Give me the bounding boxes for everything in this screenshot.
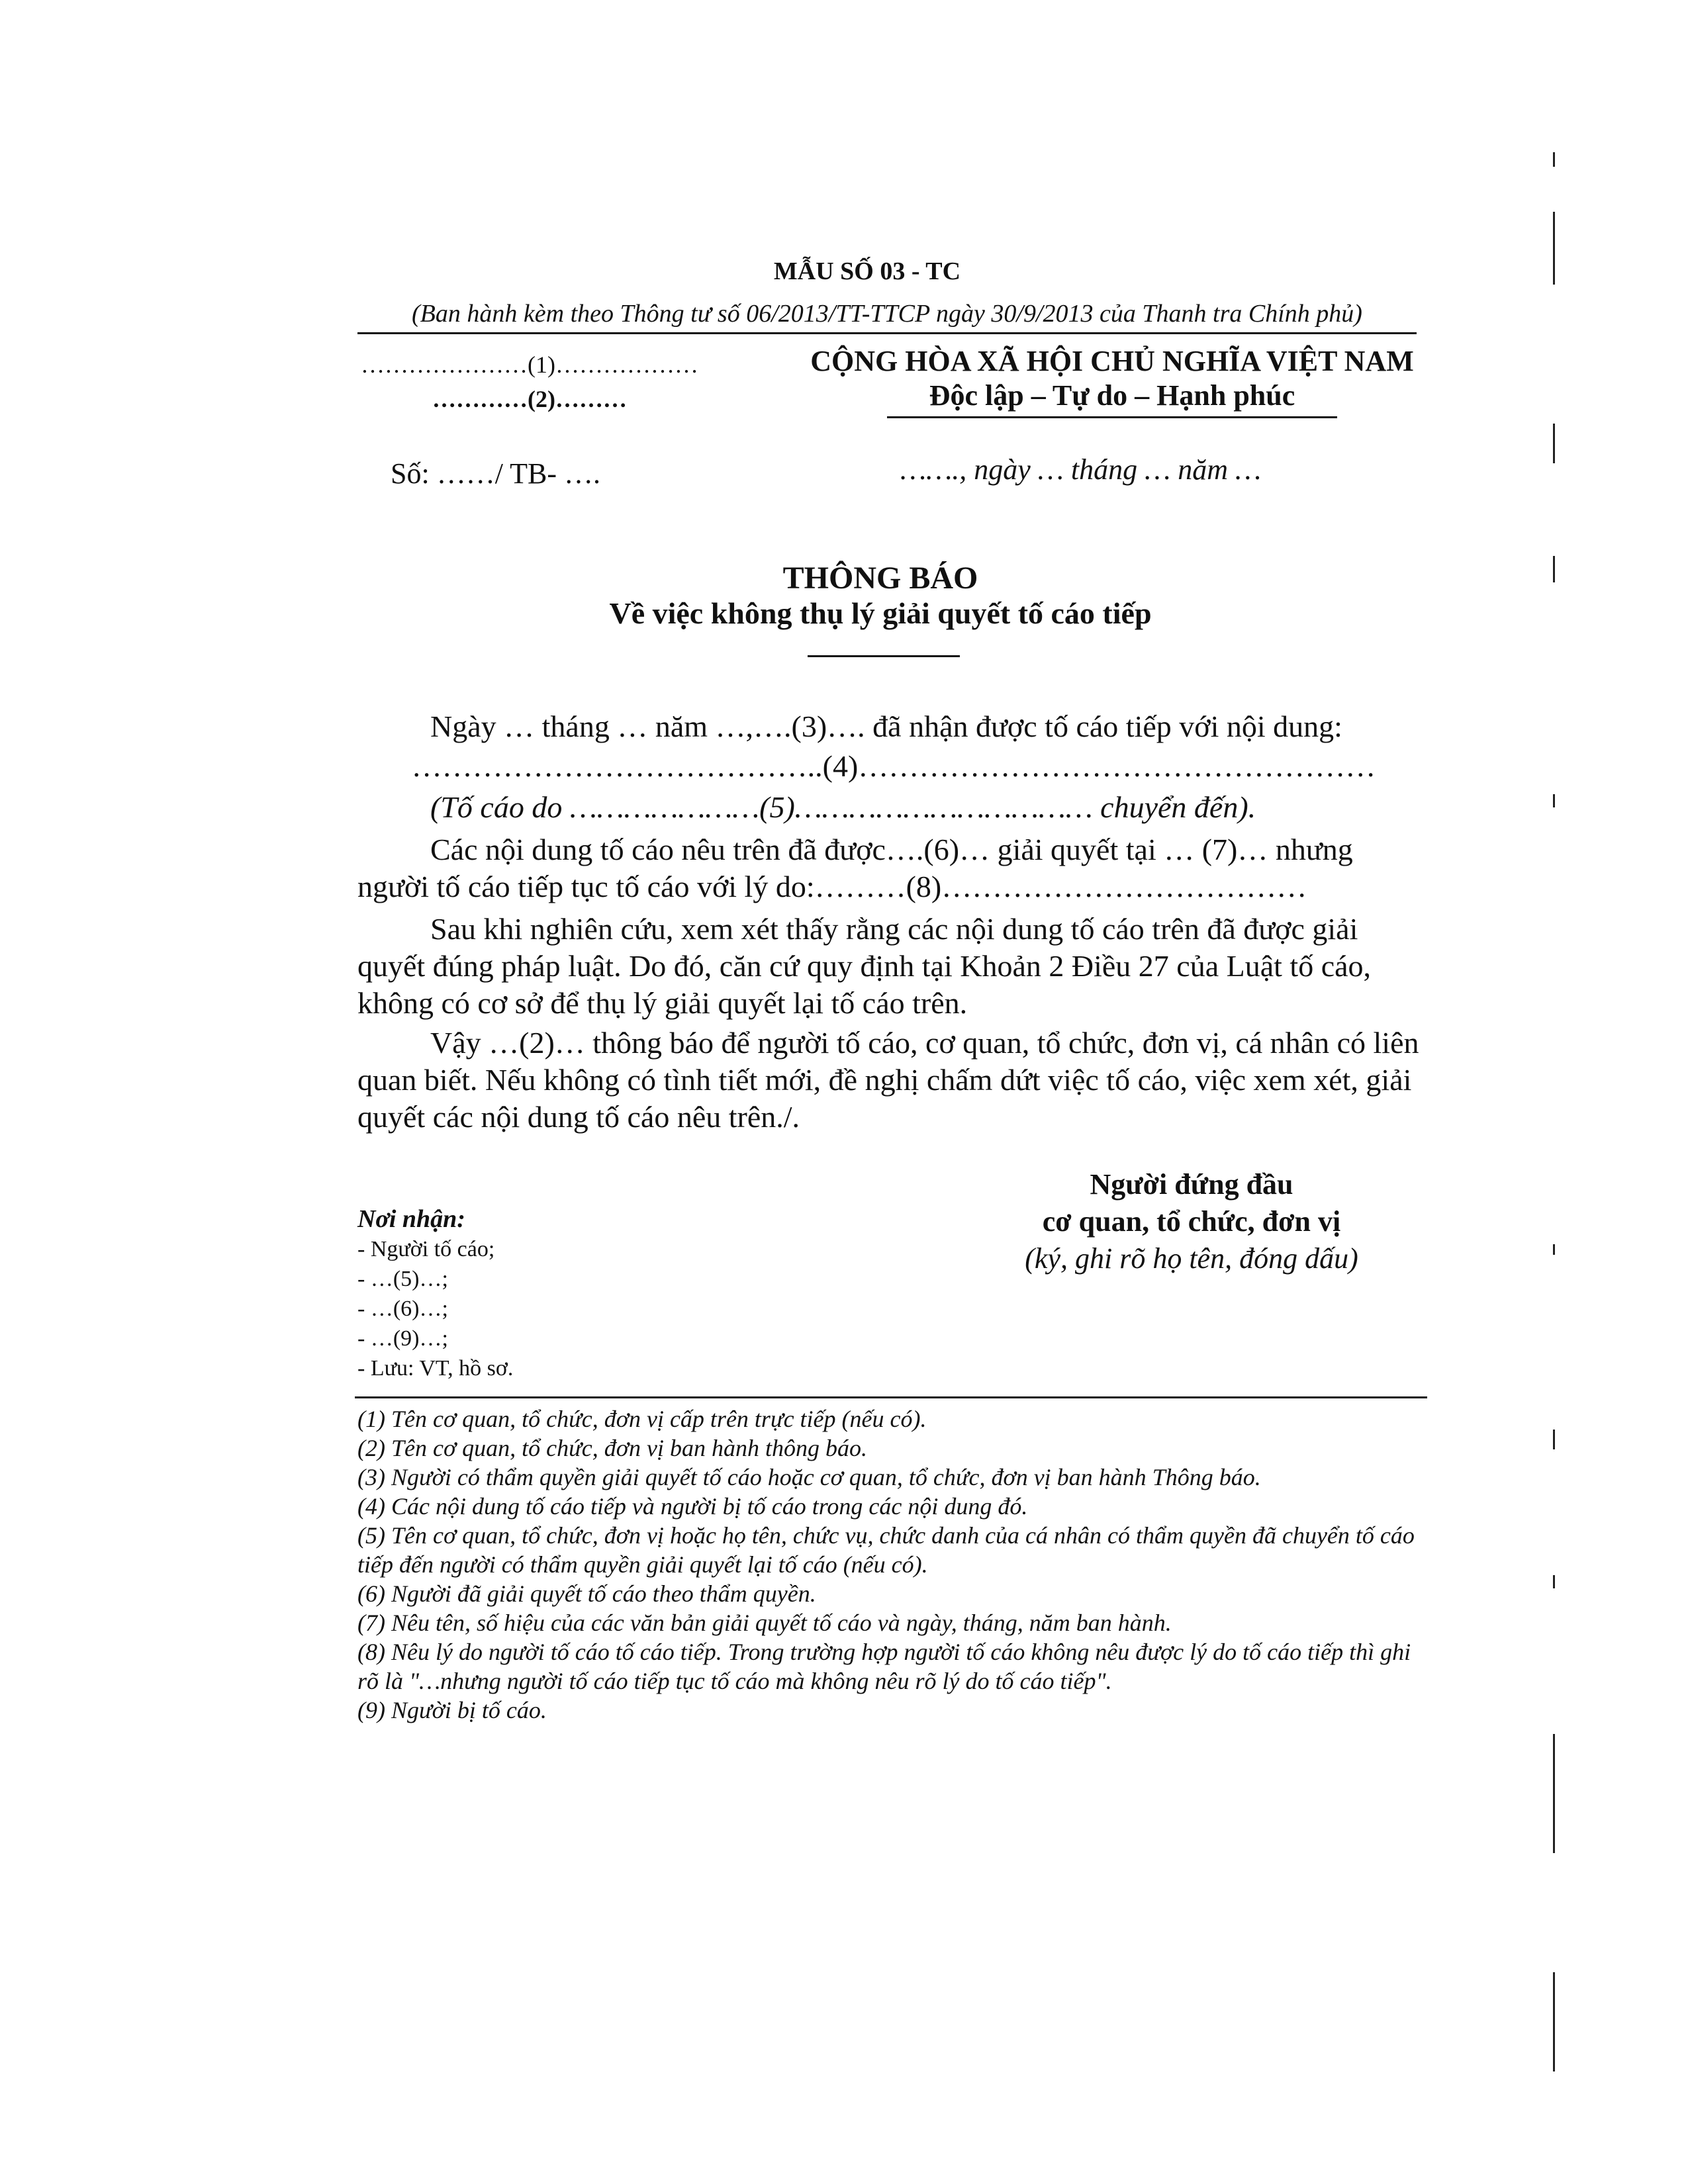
document-subtitle: Về việc không thụ lý giải quyết tố cáo tiếp <box>609 596 1152 630</box>
recipient-item: - …(9)…; <box>357 1326 448 1351</box>
signer-title-line1: Người đứng đầu <box>1090 1168 1293 1201</box>
recipient-item: - …(6)…; <box>357 1297 448 1321</box>
scan-edge-mark <box>1553 1972 1555 2071</box>
footnote: (5) Tên cơ quan, tổ chức, đơn vị hoặc họ tên, chức vụ, chức danh của cá nhân có thẩm quyền đã chuyển tố cáo tiếp đến người có thẩm quyền giải quyết lại tố cáo (nếu có). <box>357 1522 1415 1578</box>
superior-agency-placeholder: …………………(1)……………… <box>361 351 698 378</box>
body-paragraph-3: (Tố cáo do …………………(5)…………………………… chuyển đến). <box>430 790 1256 824</box>
signer-note: (ký, ghi rõ họ tên, đóng dấu) <box>1025 1242 1358 1275</box>
footnote: (1) Tên cơ quan, tổ chức, đơn vị cấp trên trực tiếp (nếu có). <box>357 1406 927 1432</box>
scan-edge-mark <box>1553 212 1555 285</box>
footnote: (6) Người đã giải quyết tố cáo theo thẩm quyền. <box>357 1580 816 1607</box>
issuing-agency-placeholder: …………(2)……… <box>432 386 627 412</box>
body-paragraph-6: Vậy …(2)… thông báo để người tố cáo, cơ quan, tổ chức, đơn vị, cá nhân có liên quan biết. Nếu không có tình tiết mới, đề nghị chấm dứt việc tố cáo, việc xem xét, giải quyết các nội dung tố cáo nêu trên./. <box>357 1026 1419 1134</box>
scan-edge-mark <box>1553 424 1555 463</box>
scan-edge-mark <box>1553 1244 1555 1255</box>
body-paragraph-4: Các nội dung tố cáo nêu trên đã được….(6)… giải quyết tại … (7)… nhưng người tố cáo tiếp tục tố cáo với lý do:………(8)……………………………… <box>357 833 1353 903</box>
recipient-item: - Lưu: VT, hồ sơ. <box>357 1356 514 1381</box>
date-place: ……., ngày … tháng … năm … <box>900 453 1262 486</box>
national-title: CỘNG HÒA XÃ HỘI CHỦ NGHĨA VIỆT NAM <box>810 345 1414 377</box>
scan-edge-mark <box>1553 1734 1555 1853</box>
form-code: MẪU SỐ 03 - TC <box>773 257 961 285</box>
signer-title-line2: cơ quan, tổ chức, đơn vị <box>1042 1205 1341 1238</box>
footnote: (9) Người bị tố cáo. <box>357 1697 547 1723</box>
footnote: (8) Nêu lý do người tố cáo tố cáo tiếp. Trong trường hợp người tố cáo không nêu được lý do tố cáo tiếp thì ghi rõ là "…nhưng người tố cáo tiếp tục tố cáo mà không nêu rõ lý do tố cáo tiếp". <box>357 1639 1411 1694</box>
scan-edge-mark <box>1553 556 1555 582</box>
issued-with-note: (Ban hành kèm theo Thông tư số 06/2013/TT-TTCP ngày 30/9/2013 của Thanh tra Chính phủ) <box>357 299 1417 334</box>
national-motto: Độc lập – Tự do – Hạnh phúc <box>887 379 1337 418</box>
footnote: (7) Nêu tên, số hiệu của các văn bản giải quyết tố cáo và ngày, tháng, năm ban hành. <box>357 1610 1172 1636</box>
recipients-label: Nơi nhận: <box>357 1205 465 1233</box>
footnote: (4) Các nội dung tố cáo tiếp và người bị tố cáo trong các nội dung đó. <box>357 1493 1028 1520</box>
body-paragraph-5: Sau khi nghiên cứu, xem xét thấy rằng các nội dung tố cáo trên đã được giải quyết đúng pháp luật. Do đó, căn cứ quy định tại Khoản 2 Điều 27 của Luật tố cáo, không có cơ sở để thụ lý giải quyết lại tố cáo trên. <box>357 912 1372 1020</box>
scan-edge-mark <box>1553 152 1555 167</box>
body-paragraph-2: …………………………………..(4)…………………………………………… <box>411 749 1376 783</box>
scan-edge-mark <box>1553 1430 1555 1449</box>
signature-block <box>900 1166 1483 1277</box>
recipient-item: - Người tố cáo; <box>357 1237 495 1261</box>
footnote-divider <box>355 1396 1427 1398</box>
recipients-block <box>357 1205 728 1383</box>
body-paragraph-1: Ngày … tháng … năm …,….(3)…. đã nhận được tố cáo tiếp với nội dung: <box>430 709 1342 743</box>
title-divider <box>808 655 960 657</box>
footnote: (2) Tên cơ quan, tổ chức, đơn vị ban hành thông báo. <box>357 1435 867 1461</box>
recipient-item: - …(5)…; <box>357 1267 448 1291</box>
document-title: THÔNG BÁO <box>782 561 978 596</box>
footnote: (3) Người có thẩm quyền giải quyết tố cáo hoặc cơ quan, tổ chức, đơn vị ban hành Thông báo. <box>357 1464 1261 1490</box>
scan-edge-mark <box>1553 794 1555 807</box>
scan-edge-mark <box>1553 1575 1555 1588</box>
footnotes <box>357 1404 1430 1725</box>
document-number: Số: ……/ TB- …. <box>391 457 601 490</box>
